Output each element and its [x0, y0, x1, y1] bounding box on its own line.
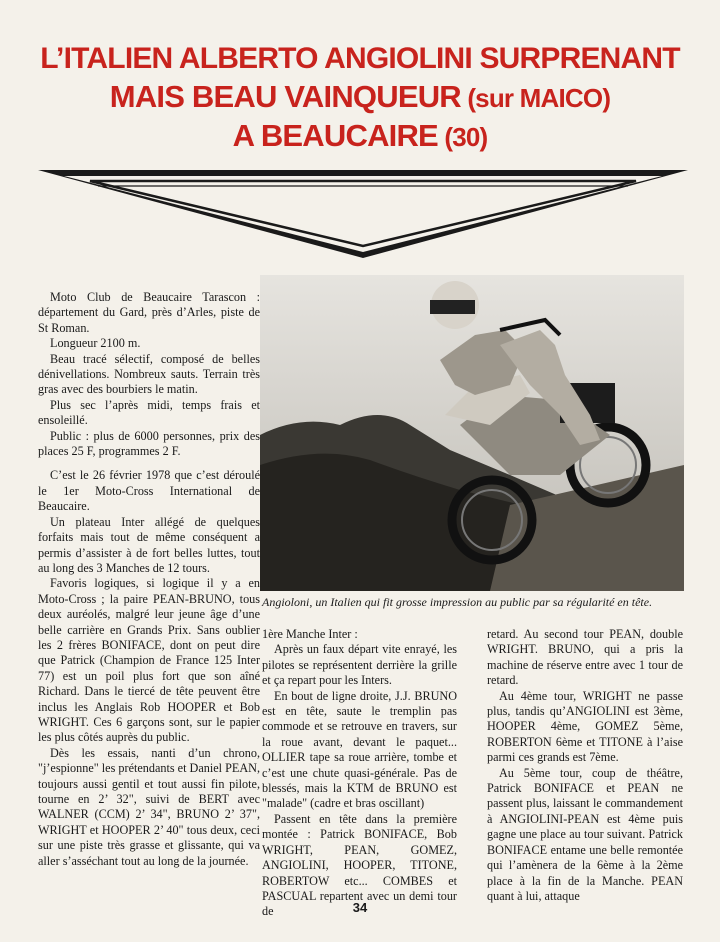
body-paragraph-4: Dès les essais, nanti d’un chrono, "j’espionne" les prétendants et Daniel PEAN, toujours aussi gentil et tout aussi fin pilote, tourne en 2’ 32", suivi de BERT avec WALNER (CCM) 2’ 34", BRUNO 2’ 37", WRIGHT et HOOPER 2’ 40" tous deux, ceci sur une piste très grasse et glissante, qui va aller s’asséchant tout au long de la journée. — [38, 745, 260, 868]
intro-paragraph-4: Plus sec l’après midi, temps frais et ensoleillé. — [38, 397, 260, 428]
race-photo — [260, 275, 684, 591]
right-column — [487, 627, 683, 904]
race-paragraph-2: Au 4ème tour, WRIGHT ne passe plus, tandis qu’ANGIOLINI est 3ème, HOOPER 4ème, GOMEZ 5ème, ROBERTON 6ème et TITONE à l’aise parmi ces grands est 7ème. — [487, 688, 683, 765]
left-column — [38, 290, 260, 869]
race-paragraph-1: retard. Au second tour PEAN, double WRIGHT. BRUNO, qui a pris la machine de réserve entre avec 1 tour de retard. — [487, 627, 683, 688]
headline-line-2-paren: (sur MAICO) — [460, 83, 611, 113]
headline — [20, 40, 700, 156]
chevron-banner — [38, 166, 688, 262]
intro-paragraph-3: Beau tracé sélectif, composé de belles dénivellations. Nombreux sauts. Terrain très gras avec des bourbiers le matin. — [38, 351, 260, 397]
manche-paragraph-3: Passent en tête dans la première montée : Patrick BONIFACE, Bob WRIGHT, PEAN, GOMEZ, ANGIOLINI, HOOPER, TITONE, ROBERTOW etc... COMBES et PASCUAL repartent avec un demi tour de — [262, 811, 457, 919]
intro-paragraph-1: Moto Club de Beaucaire Tarascon : département du Gard, près d’Arles, piste de St Roman. — [38, 290, 260, 335]
headline-line-3-main: A BEAUCAIRE — [232, 118, 438, 153]
manche-heading: 1ère Manche Inter : — [262, 627, 358, 641]
manche-paragraph-2: En bout de ligne droite, J.J. BRUNO est en tête, saute le tremplin pas commode et se retrouve en travers, sur la roue avant, devant le paquet... OLLIER tape sa roue arrière, tombe et c’est une chute quasi-générale. Pas de blessés, mais la KTM de BRUNO est "malade" (cadre et bras oscillant) — [262, 688, 457, 811]
headline-line-3 — [20, 117, 700, 156]
body-paragraph-1: C’est le 26 février 1978 que c’est déroulé le 1er Moto-Cross International de Beaucaire. — [38, 468, 260, 514]
headline-line-2 — [20, 78, 700, 117]
manche-paragraph-1: Après un faux départ vite enrayé, les pilotes se représentent derrière la grille et ça repart pour les Inters. — [262, 642, 457, 688]
body-paragraph-2: Un plateau Inter allégé de quelques forfaits mais tout de même conséquent a permis d’assister à de fort belles luttes, tout au long des 3 Manches de 12 tours. — [38, 514, 260, 575]
photo-caption: Angioloni, un Italien qui fit grosse impression au public par sa régularité en tête. — [262, 595, 653, 609]
race-paragraph-3: Au 5ème tour, coup de théâtre, Patrick BONIFACE et PEAN ne passent plus, laissant le commandement à ANGIOLINI-PEAN est 4ème puis gagne une place au tour suivant. Patrick BONIFACE entame une belle remontée qui l’amènera de la 6ème à la 2ème place à la fin de la Manche. PEAN quant à lui, attaque — [487, 765, 683, 903]
middle-column — [262, 627, 457, 920]
headline-line-1: L’ITALIEN ALBERTO ANGIOLINI SURPRENANT — [40, 42, 680, 75]
body-paragraph-3: Favoris logiques, si logique il y a en Moto-Cross ; la paire PEAN-BRUNO, tous deux auréolés, malgré leur jeune âge d’une belle carrière en Grands Prix. Sans oublier les 2 frères BONIFACE, dont on peut dire que Patrick (Champion de France 125 Inter 77) est un poil plus fort que son aîné Richard. Dans le tiercé de tête peuvent être inclus les Anglais Rob HOOPER et Bob WRIGHT. Ces 6 garçons sont, sur le papier les plus côtés auprès du public. — [38, 576, 260, 745]
page-number: 34 — [352, 900, 368, 915]
headline-line-3-paren: (30) — [437, 122, 488, 152]
intro-paragraph-2: Longueur 2100 m. — [50, 336, 141, 351]
headline-line-2-main: MAIS BEAU VAINQUEUR — [109, 79, 461, 114]
motocross-rider-image — [260, 275, 684, 591]
intro-paragraph-5: Public : plus de 6000 personnes, prix des places 25 F, programmes 2 F. — [38, 428, 260, 459]
